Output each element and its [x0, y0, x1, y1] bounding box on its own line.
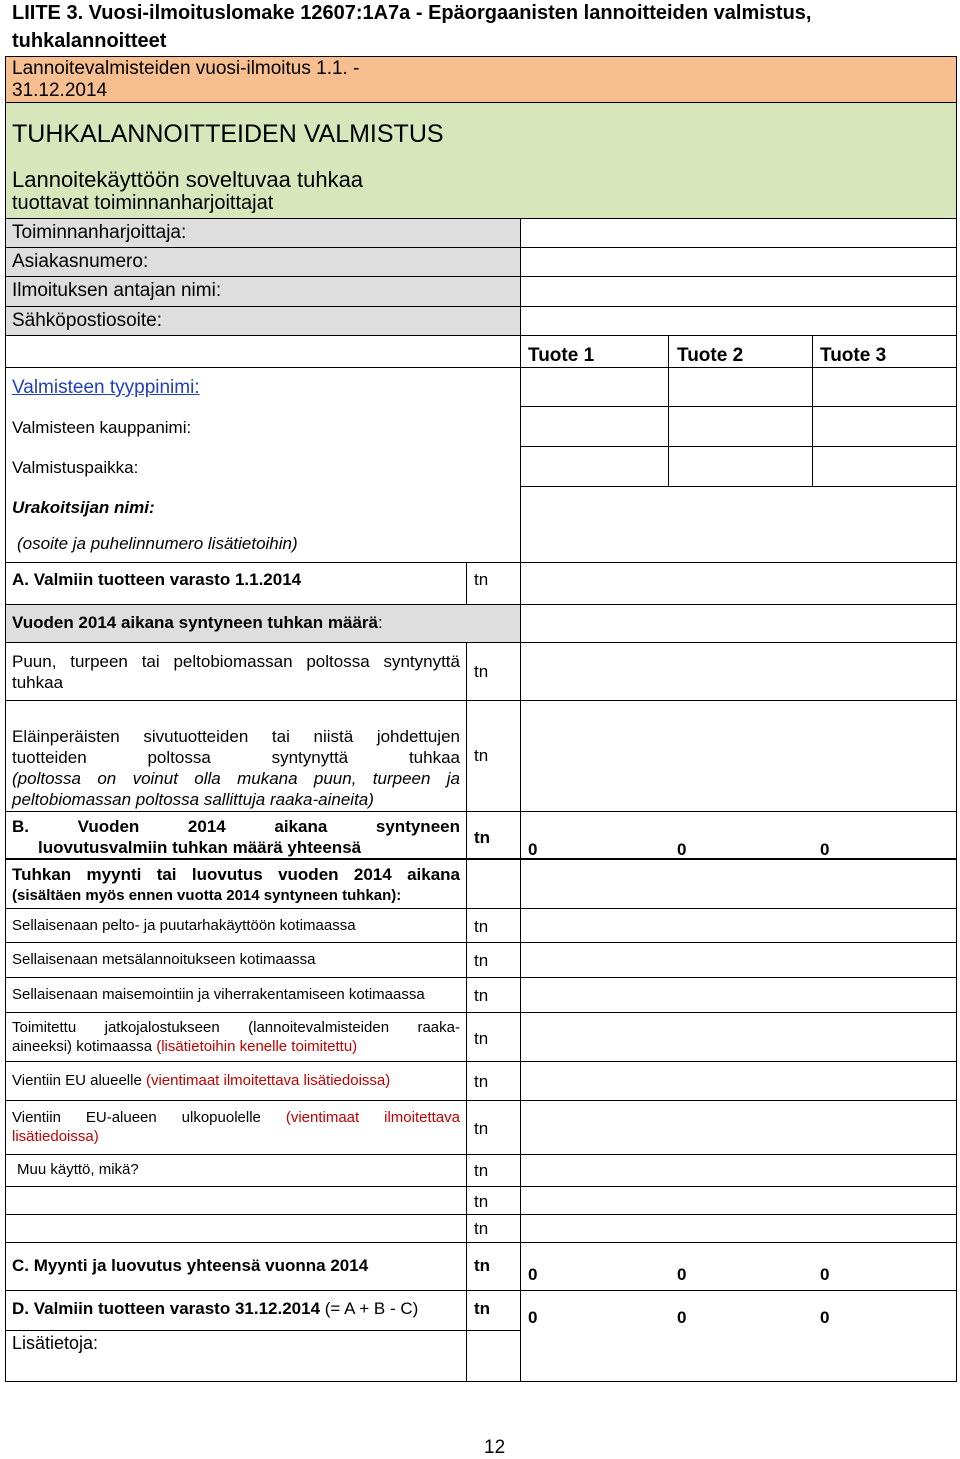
processing-line2: aineeksi) kotimaassa — [12, 1038, 157, 1055]
contractor-label: Urakoitsijan nimi: — [12, 498, 155, 517]
section-c-value-3: 0 — [820, 1265, 830, 1284]
sales-heading-line2: (sisältäen myös ennen vuotta 2014 syntyneen tuhkan) — [12, 887, 397, 904]
processing-row — [12, 1018, 460, 1056]
section-d-unit: tn — [474, 1299, 491, 1318]
ash-animal-unit: tn — [474, 746, 489, 765]
sales-row-landscaping-unit: tn — [474, 986, 489, 1005]
trade-name-label: Valmisteen kauppanimi: — [12, 418, 192, 437]
sales-row-forest-unit: tn — [474, 951, 489, 970]
non-eu-export-row — [12, 1108, 460, 1146]
banner-line1: Lannoitevalmisteiden vuosi-ilmoitus 1.1. - — [12, 58, 360, 79]
section-d-value-2: 0 — [677, 1308, 687, 1327]
section-b-underline — [5, 858, 957, 860]
other-use-unit-3: tn — [474, 1219, 489, 1238]
section-c-label: C. Myynti ja luovutus yhteensä vuonna 2014 — [12, 1256, 369, 1275]
ash-animal-line4: peltobiomassan poltossa sallittuja raaka-aineita) — [12, 790, 374, 809]
section-b-value-3: 0 — [820, 840, 830, 859]
other-use-unit-2: tn — [474, 1192, 489, 1211]
notes-label: Lisätietoja: — [12, 1333, 99, 1353]
section-heading: TUHKALANNOITTEIDEN VALMISTUS — [12, 120, 444, 148]
non-eu-export-note: (vientimaat ilmoitettava — [285, 1109, 460, 1126]
sales-row-forest: Sellaisenaan metsälannoitukseen kotimaassa — [12, 951, 316, 968]
page-title-line2: tuhkalannoitteet — [12, 30, 167, 52]
non-eu-export-label: Vientiin EU-alueen ulkopuolelle — [12, 1109, 286, 1126]
ash-animal-line3: (poltossa on voinut olla mukana puun, turpeen ja — [12, 769, 460, 788]
section-d-value-1: 0 — [528, 1308, 538, 1327]
ash-wood-line2: tuhkaa — [12, 673, 64, 692]
notes-field[interactable] — [6, 1331, 520, 1381]
section-a-label: A. Valmiin tuotteen varasto 1.1.2014 — [12, 570, 302, 589]
section-c-unit: tn — [474, 1256, 491, 1275]
section-b-line2: luovutusvalmiin tuhkan määrä yhteensä — [38, 838, 362, 857]
contact-label-submitter: Ilmoituksen antajan nimi: — [12, 280, 222, 301]
subheading-line1: Lannoitekäyttöön soveltuvaa tuhkaa — [12, 167, 364, 192]
subheading-line2: tuottavat toiminnanharjoittajat — [12, 192, 274, 214]
contact-label-email: Sähköpostiosoite: — [12, 310, 162, 331]
contact-value-operator[interactable] — [530, 222, 950, 246]
page-title-line1: LIITE 3. Vuosi-ilmoituslomake 12607:1A7a - Epäorgaanisten lannoitteiden valmistus, — [12, 2, 812, 24]
section-b-value-1: 0 — [528, 840, 538, 859]
section-c-value-2: 0 — [677, 1265, 687, 1284]
ash-wood-line1: Puun, turpeen tai peltobiomassan poltossa syntynyttä — [12, 652, 460, 671]
non-eu-export-unit: tn — [474, 1119, 489, 1138]
contact-value-submitter[interactable] — [530, 280, 950, 304]
product-info-table — [5, 336, 957, 562]
ash-animal-line2: tuotteiden poltossa syntynyttä tuhkaa — [12, 748, 460, 767]
section-d-label — [12, 1299, 418, 1319]
section-b-text — [12, 816, 460, 858]
non-eu-export-note2: lisätiedoissa) — [12, 1128, 99, 1145]
type-name-label[interactable]: Valmisteen tyyppinimi: — [12, 377, 200, 398]
place-label: Valmistuspaikka: — [12, 458, 139, 477]
section-a-unit: tn — [474, 570, 489, 589]
ash-wood-text — [12, 651, 460, 693]
eu-export-unit: tn — [474, 1072, 489, 1091]
year-heading-colon: : — [377, 613, 383, 632]
year-heading-text: Vuoden 2014 aikana syntyneen tuhkan määrä — [12, 613, 378, 632]
contact-label-operator: Toiminnanharjoittaja: — [12, 222, 187, 243]
sales-heading-colon: : — [396, 887, 402, 904]
section-d-value-3: 0 — [820, 1308, 830, 1327]
year-heading — [12, 613, 383, 633]
other-use-label: Muu käyttö, mikä? — [17, 1161, 139, 1178]
section-b-value-2: 0 — [677, 840, 687, 859]
eu-export-row — [12, 1072, 390, 1089]
sales-row-garden: Sellaisenaan pelto- ja puutarhakäyttöön kotimaassa — [12, 917, 356, 934]
contractor-note: (osoite ja puhelinnumero lisätietoihin) — [17, 534, 298, 553]
processing-note: (lisätietoihin kenelle toimitettu) — [156, 1038, 358, 1055]
sales-row-garden-unit: tn — [474, 917, 489, 936]
product-header-1: Tuote 1 — [528, 345, 595, 366]
page-number: 12 — [484, 1437, 506, 1458]
section-d-label-main: D. Valmiin tuotteen varasto 31.12.2014 — [12, 1299, 321, 1318]
contact-value-email[interactable] — [530, 310, 950, 334]
sales-row-landscaping: Sellaisenaan maisemointiin ja viherrakentamiseen kotimaassa — [12, 986, 425, 1003]
eu-export-label: Vientiin EU alueelle — [12, 1072, 146, 1089]
section-c-value-1: 0 — [528, 1265, 538, 1284]
ash-wood-unit: tn — [474, 662, 489, 681]
ash-animal-text — [12, 726, 460, 810]
contact-value-customer-number[interactable] — [530, 251, 950, 275]
banner-line2: 31.12.2014 — [12, 80, 108, 101]
ash-animal-line1: Eläinperäisten sivutuotteiden tai niistä johdettujen — [12, 727, 460, 746]
processing-unit: tn — [474, 1029, 489, 1048]
section-b-line1: B. Vuoden 2014 aikana syntyneen — [12, 817, 460, 836]
section-d-label-formula: (= A + B - C) — [320, 1299, 419, 1318]
other-use-unit-1: tn — [474, 1161, 489, 1180]
product-header-3: Tuote 3 — [820, 345, 887, 366]
sales-heading-line1: Tuhkan myynti tai luovutus vuoden 2014 aikana — [12, 865, 460, 884]
sales-heading — [12, 864, 460, 906]
contact-label-customer-number: Asiakasnumero: — [12, 251, 149, 272]
product-header-2: Tuote 2 — [677, 345, 744, 366]
section-b-unit: tn — [474, 828, 491, 847]
eu-export-note: (vientimaat ilmoitettava lisätiedoissa) — [145, 1072, 391, 1089]
processing-line1: Toimitettu jatkojalostukseen (lannoitevalmisteiden raaka- — [12, 1019, 460, 1036]
